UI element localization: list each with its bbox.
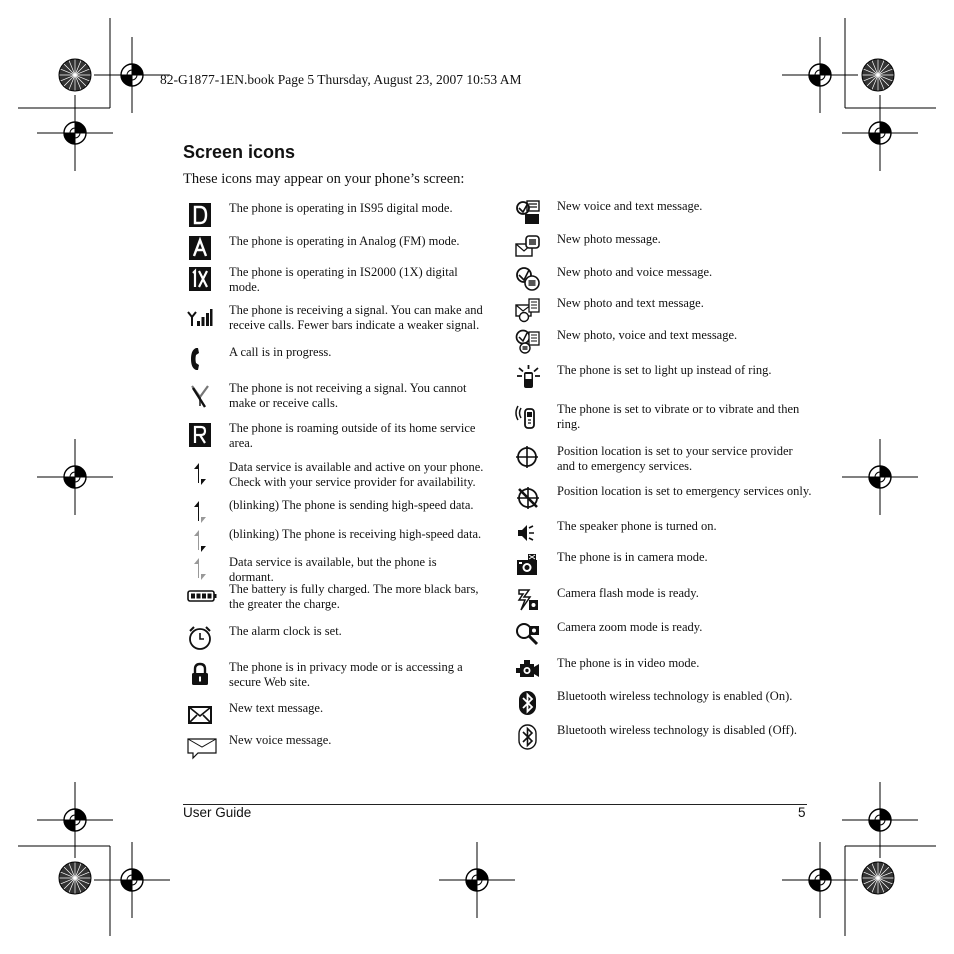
- battery-icon: [186, 582, 218, 610]
- icon-description: The phone is roaming outside of its home service area.: [229, 421, 476, 450]
- icon-row: [186, 660, 484, 689]
- icon-row: [186, 498, 474, 526]
- icon-row: [186, 527, 481, 555]
- icon-row: [186, 460, 484, 489]
- icon-row: [186, 582, 484, 611]
- icon-description: The phone is in camera mode.: [557, 550, 708, 564]
- icon-description: The phone is operating in Analog (FM) mode.: [229, 234, 460, 248]
- lock-icon: [186, 660, 214, 688]
- icon-row: [514, 519, 717, 547]
- light-up-icon: [514, 363, 542, 391]
- icon-description: The phone is set to light up instead of ring.: [557, 363, 772, 377]
- section-intro: These icons may appear on your phone’s screen:: [183, 171, 465, 187]
- video-mode-icon: [514, 656, 542, 684]
- icon-description: New photo, voice and text message.: [557, 328, 738, 342]
- camera-flash-icon: [514, 586, 542, 614]
- icon-description: Camera zoom mode is ready.: [557, 620, 703, 634]
- digital-d-icon: [186, 201, 214, 229]
- photo-voice-message-icon: [514, 265, 542, 293]
- icon-description: Position location is set to your service provider and to emergency services.: [557, 444, 793, 473]
- icon-row: [514, 550, 708, 578]
- location-on-icon: [514, 444, 542, 472]
- icon-description: The phone is receiving a signal. You can make and receive calls. Fewer bars indicate a weaker signal.: [229, 303, 483, 332]
- vibrate-icon: [514, 402, 542, 430]
- alarm-clock-icon: [186, 624, 214, 652]
- icon-row: [186, 265, 484, 294]
- section-title: Screen icons: [183, 142, 296, 162]
- icon-row: [514, 620, 702, 648]
- icon-description: Bluetooth wireless technology is enabled (On).: [557, 689, 793, 703]
- icon-row: [514, 232, 661, 260]
- icon-row: [514, 199, 702, 227]
- icon-row: [186, 381, 484, 410]
- data-receiving-icon: [186, 527, 214, 555]
- bluetooth-off-icon: [514, 723, 542, 751]
- text-message-icon: [186, 701, 214, 729]
- data-dormant-icon: [186, 555, 214, 583]
- icon-row: [514, 723, 797, 751]
- call-in-progress-icon: [186, 345, 214, 373]
- icon-row: [186, 555, 484, 584]
- data-active-icon: [186, 460, 214, 488]
- camera-zoom-icon: [514, 620, 542, 648]
- photo-text-message-icon: [514, 296, 542, 324]
- icon-description: Data service is available, but the phone is dormant.: [229, 555, 437, 584]
- icon-description: The phone is not receiving a signal. You cannot make or receive calls.: [229, 381, 467, 410]
- icon-description: New voice message.: [229, 733, 332, 747]
- icon-row: [514, 363, 772, 391]
- photo-message-icon: [514, 232, 542, 260]
- icon-row: [186, 303, 484, 332]
- footer-rule: [183, 804, 807, 805]
- bluetooth-on-icon: [514, 689, 542, 717]
- print-header: 82-G1877-1EN.book Page 5 Thursday, August 23, 2007 10:53 AM: [160, 72, 522, 87]
- icon-row: [186, 421, 484, 450]
- icon-row: [186, 345, 331, 373]
- icon-description: The battery is fully charged. The more black bars, the greater the charge.: [229, 582, 479, 611]
- icon-row: [186, 701, 323, 729]
- icon-description: The speaker phone is turned on.: [557, 519, 717, 533]
- icon-row: [514, 402, 812, 431]
- speaker-icon: [514, 519, 542, 547]
- footer-title: User Guide: [183, 805, 252, 820]
- location-emergency-icon: [514, 484, 542, 512]
- icon-row: [514, 296, 704, 324]
- roaming-r-icon: [186, 421, 214, 449]
- 1x-icon: [186, 265, 214, 293]
- icon-row: [514, 328, 737, 356]
- icon-row: [186, 733, 331, 761]
- data-sending-icon: [186, 498, 214, 526]
- icon-description: The phone is in video mode.: [557, 656, 700, 670]
- icon-description: New text message.: [229, 701, 324, 715]
- camera-mode-icon: [514, 550, 542, 578]
- icon-description: (blinking) The phone is sending high-speed data.: [229, 498, 474, 512]
- icon-row: [514, 265, 712, 293]
- icon-description: The phone is in privacy mode or is accessing a secure Web site.: [229, 660, 463, 689]
- icon-description: New photo and text message.: [557, 296, 704, 310]
- voice-text-message-icon: [514, 199, 542, 227]
- icon-description: New photo message.: [557, 232, 661, 246]
- icon-description: Position location is set to emergency services only.: [557, 484, 812, 498]
- icon-row: [514, 689, 792, 717]
- icon-description: Camera flash mode is ready.: [557, 586, 699, 600]
- icon-description: New voice and text message.: [557, 199, 703, 213]
- icon-description: The phone is set to vibrate or to vibrate and then ring.: [557, 402, 800, 431]
- icon-row: [186, 201, 453, 229]
- icon-description: The phone is operating in IS2000 (1X) digital mode.: [229, 265, 458, 294]
- icon-row: [514, 444, 812, 473]
- icon-description: Data service is available and active on your phone. Check with your service provider for availability.: [229, 460, 484, 489]
- icon-description: Bluetooth wireless technology is disabled (Off).: [557, 723, 798, 737]
- icon-row: [186, 624, 342, 652]
- photo-voice-text-message-icon: [514, 328, 542, 356]
- icon-row: [514, 586, 699, 614]
- icon-description: The alarm clock is set.: [229, 624, 342, 638]
- icon-row: [514, 656, 699, 684]
- icon-description: New photo and voice message.: [557, 265, 713, 279]
- page-number: 5: [798, 805, 806, 820]
- voice-message-icon: [186, 733, 218, 761]
- signal-bars-icon: [186, 303, 214, 331]
- icon-description: A call is in progress.: [229, 345, 332, 359]
- icon-description: (blinking) The phone is receiving high-speed data.: [229, 527, 482, 541]
- icon-row: [514, 484, 811, 512]
- analog-a-icon: [186, 234, 214, 262]
- no-signal-icon: [186, 381, 214, 409]
- icon-row: [186, 234, 460, 262]
- icon-description: The phone is operating in IS95 digital mode.: [229, 201, 453, 215]
